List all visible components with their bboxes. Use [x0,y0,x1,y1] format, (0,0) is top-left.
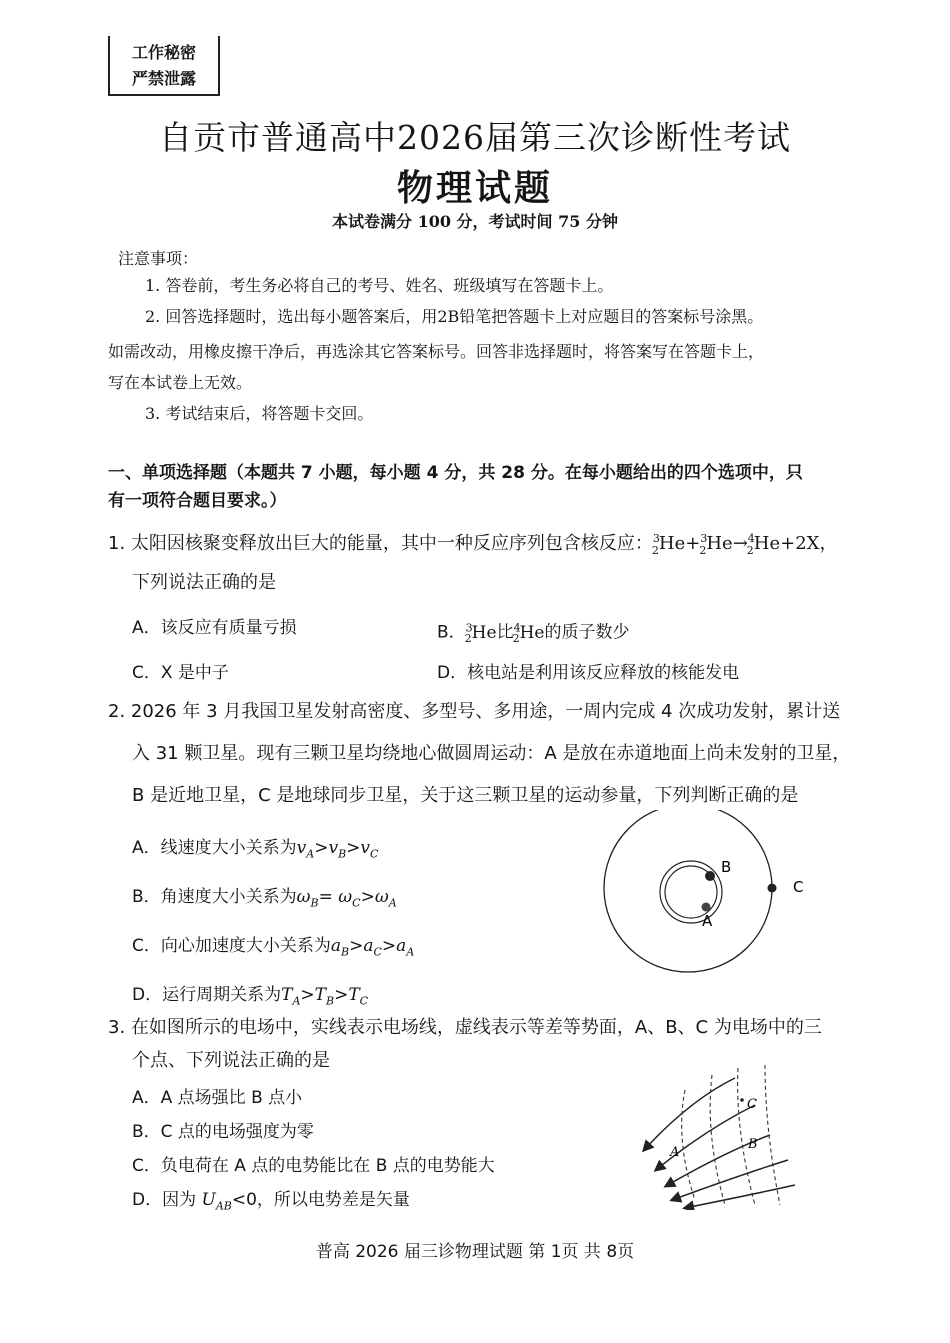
stamp-line-1: 工作秘密 [131,43,196,62]
orbit-b [660,861,722,923]
q2-stem-line-3: B 是近地卫星，C 是地球同步卫星，关于这三颗卫星的运动参量，下列判断正确的是 [132,785,799,806]
section-1-heading-line-2: 有一项符合题目要求。） [108,491,287,511]
label-c: C [747,1097,757,1112]
label-c: C [793,878,804,896]
section-1-heading-line-1: 一、单项选择题（本题共 7 小题，每小题 4 分，共 28 分。在每小题给出的四个选项中，只 [108,463,803,483]
satellite-a-dot [702,903,711,912]
q3-option-d: D．因为 $U_{AB}<0$，所以电势差是矢量 [132,1190,410,1213]
q3-stem-line-1: 3. 在如图所示的电场中，实线表示电场线，虚线表示等差等势面，A、B、C 为电场中的三 [108,1017,822,1038]
q1-option-b: B．$^3_2$He比$^4_2$He的质子数少 [437,621,630,646]
q3-option-a: A．A 点场强比 B 点小 [132,1088,303,1108]
notes-item-2-line-1: 2. 回答选择题时，选出每小题答案后，用2B铅笔把答题卡上对应题目的答案标号涂黑。 [145,307,764,326]
equipotential-4 [765,1065,780,1205]
q2-option-a-text: A．线速度大小关系为 [132,838,297,858]
q1-stem-text: 1. 太阳因核聚变释放出巨大的能量，其中一种反应序列包含核反应： [108,533,653,554]
q1-reaction-equation: $^3_2$He+$^3_2$He→$^4_2$He+2X， [651,532,838,557]
label-b: B [721,858,732,876]
q2-option-b: B．角速度大小关系为$\omega_B= \omega_C>\omega_A$ [132,887,397,910]
q2-option-c: C．向心加速度大小关系为$a_B>a_C>a_A$ [132,936,415,959]
q2-option-d-text: D．运行周期关系为 [132,985,282,1005]
notes-item-2-line-2: 如需改动，用橡皮擦干净后，再选涂其它答案标号。回答非选择题时，将答案写在答题卡上， [108,342,765,361]
satellite-orbit-figure [596,810,826,975]
electric-field-figure [630,1060,800,1210]
label-a: A [702,912,713,930]
exam-subtitle: 本试卷满分 100 分，考试时间 75 分钟 [332,212,618,231]
q2-stem-line-2: 入 31 颗卫星。现有三颗卫星均绕地心做圆周运动：A 是放在赤道地面上尚未发射的卫星， [132,743,851,764]
satellite-b-dot [705,871,715,881]
q1-stem-line-1 [108,528,837,562]
q2-option-d: D．运行周期关系为$T_A>T_B>T_C$ [132,985,369,1008]
q3-stem-line-2: 个点、下列说法正确的是 [132,1050,330,1071]
page-footer: 普高 2026 届三诊物理试题 第 1页 共 8页 [315,1242,635,1262]
field-line-1 [644,1078,735,1150]
q1-option-b-prefix: B． [437,622,466,643]
q2-stem-line-1: 2. 2026 年 3 月我国卫星发射高密度、多型号、多用途，一周内完成 4 次成功发射，累计送 [108,701,841,722]
notes-item-2-line-3: 写在本试卷上无效。 [108,373,253,392]
q3-option-d-prefix: D．因为 [132,1190,202,1210]
orbit-c [604,810,772,972]
q1-option-b-middle: 比 [496,622,514,643]
notes-item-3: 3. 考试结束后，将答题卡交回。 [145,404,374,423]
notes-heading: 注意事项： [118,249,199,268]
q1-option-c: C．X 是中子 [132,663,229,683]
field-line-2 [656,1105,755,1170]
label-b: B [748,1137,758,1152]
q1-option-b-suffix: 的质子数少 [544,622,630,643]
q2-option-a: A．线速度大小关系为$v_A>v_B>v_C$ [132,838,379,861]
stamp-line-2: 严禁泄露 [131,69,196,88]
q1-stem-line-2: 下列说法正确的是 [132,572,276,593]
label-a: A [670,1145,680,1160]
q1-option-a: A．该反应有质量亏损 [132,618,297,638]
notes-item-1: 1. 答卷前，考生务必将自己的考号、姓名、班级填写在答题卡上。 [145,276,614,295]
q3-option-b: B．C 点的电场强度为零 [132,1122,314,1142]
q2-option-c-text: C．向心加速度大小关系为 [132,936,331,956]
satellite-c-dot [768,884,777,893]
exam-title: 自贡市普通高中2026届第三次诊断性考试 [159,118,791,157]
subject-title: 物理试题 [396,168,553,209]
q3-option-d-suffix: <0，所以电势差是矢量 [231,1190,410,1210]
confidential-stamp [108,36,220,96]
q2-option-b-text: B．角速度大小关系为 [132,887,297,907]
q3-option-c: C．负电荷在 A 点的电势能比在 B 点的电势能大 [132,1156,495,1176]
point-c-dot [740,1098,744,1102]
field-line-5 [685,1185,795,1208]
q1-option-d: D．核电站是利用该反应释放的核能发电 [437,663,740,683]
